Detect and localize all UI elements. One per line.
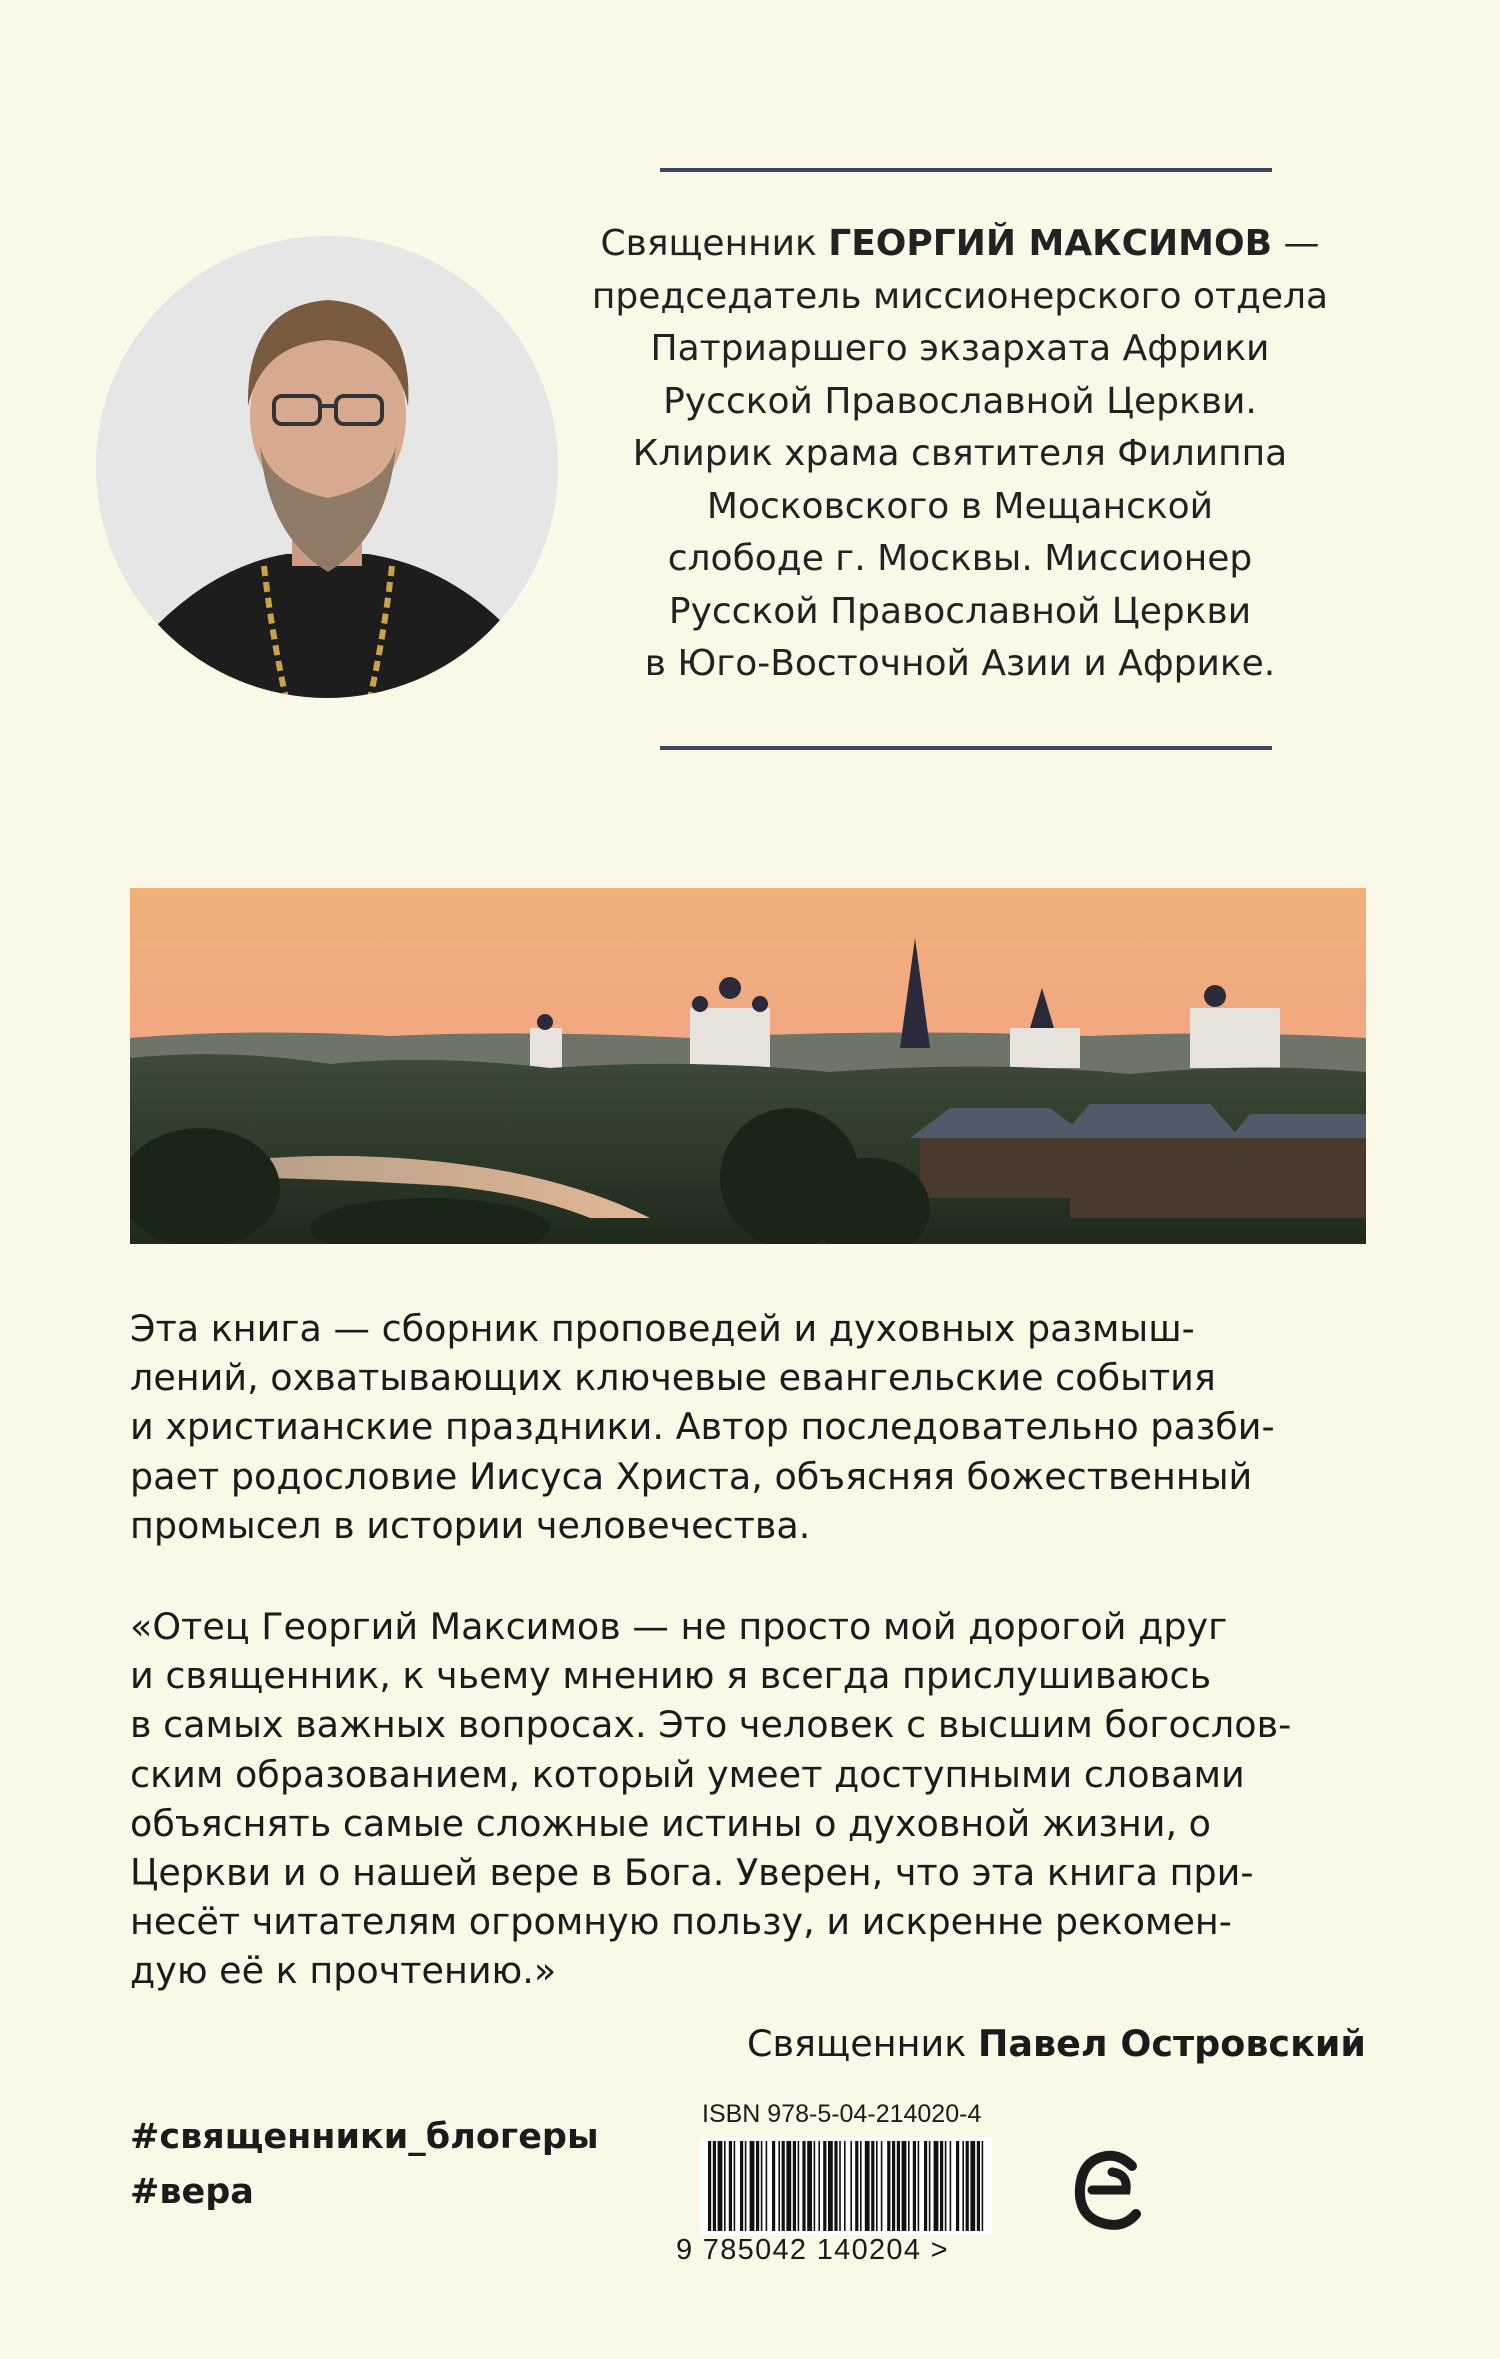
description-line: промысел в истории человечества.: [130, 1503, 811, 1547]
quote-line: несёт читателям огромную пользу, и искренне рекомен-: [130, 1900, 1232, 1944]
description-line: рает родословие Иисуса Христа, объясняя божественный: [130, 1454, 1253, 1498]
hashtags: [130, 2110, 599, 2220]
bio-line: в Юго-Восточной Азии и Африке.: [644, 643, 1276, 684]
author-dash: —: [1272, 223, 1320, 264]
signature-name: Павел Островский: [977, 2022, 1366, 2065]
bio-line: Клирик храма святителя Филиппа: [632, 433, 1288, 474]
bio-line: Русской Православной Церкви.: [663, 380, 1257, 422]
divider-bottom: [660, 746, 1272, 750]
bio-line: Русской Православной Церкви: [668, 590, 1252, 632]
barcode-digits: 9 785042 140204 >: [676, 2234, 949, 2266]
hashtag: #священники_блогеры: [130, 2117, 599, 2157]
bio-line: Московского в Мещанской: [706, 485, 1214, 527]
bio-line: слободе г. Москвы. Миссионер: [667, 538, 1253, 579]
isbn-label: ISBN 978-5-04-214020-4: [702, 2100, 982, 2128]
endorsement-signature: [747, 2022, 1366, 2065]
quote-line: ским образованием, который умеет доступными словами: [130, 1752, 1245, 1796]
quote-line: объяснять самые сложные истины о духовной жизни, о: [130, 1801, 1211, 1845]
author-bio-first-line: [560, 218, 1360, 271]
quote-line: «Отец Георгий Максимов — не просто мой дорогой друг: [130, 1605, 1228, 1648]
author-photo: [96, 236, 558, 698]
description-line: лений, охватывающих ключевые евангельские события: [130, 1356, 1216, 1400]
quote-line: дую её к прочтению.»: [130, 1949, 557, 1993]
eksmo-logo-icon: [1072, 2148, 1144, 2232]
quote-line: Церкви и о нашей вере в Бога. Уверен, что эта книга при-: [130, 1851, 1254, 1895]
hashtag: #вера: [130, 2172, 254, 2212]
description-line: Эта книга — сборник проповедей и духовных размыш-: [130, 1307, 1195, 1350]
author-bio: [560, 218, 1360, 691]
bio-line: председатель миссионерского отдела: [591, 275, 1329, 317]
quote-line: и священник, к чьему мнению я всегда прислушиваюсь: [130, 1654, 1212, 1698]
barcode: [700, 2137, 992, 2235]
book-description: [130, 1304, 1366, 1550]
author-title: Священник: [600, 223, 829, 264]
description-line: и христианские праздники. Автор последовательно разби-: [130, 1405, 1275, 1449]
divider-top: [660, 168, 1272, 172]
bio-line: Патриаршего экзархата Африки: [650, 328, 1270, 369]
signature-title: Священник: [746, 2022, 978, 2065]
endorsement-quote: [130, 1602, 1366, 1996]
landscape-photo: [130, 888, 1366, 1244]
author-name: ГЕОРГИЙ МАКСИМОВ: [828, 223, 1273, 264]
quote-line: в самых важных вопросах. Это человек с высшим богослов-: [130, 1703, 1292, 1747]
